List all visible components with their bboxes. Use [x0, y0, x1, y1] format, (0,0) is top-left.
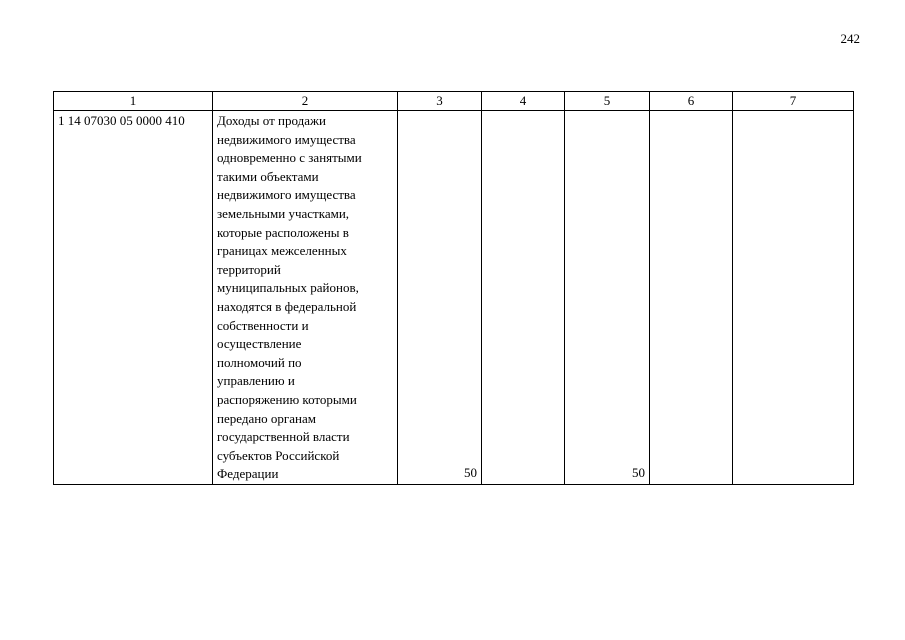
revenue-name-line: муниципальных районов,	[217, 280, 359, 296]
revenue-name-cell	[213, 111, 398, 485]
column-header-6: 6	[650, 92, 733, 111]
revenue-name-line: которые расположены в	[217, 224, 349, 240]
revenue-name-line: Доходы от продажи	[217, 113, 326, 128]
column-5-value: 50	[565, 111, 650, 485]
revenue-name-line: передано органам	[217, 410, 316, 426]
header-row	[54, 92, 854, 111]
column-6-value	[650, 111, 733, 485]
table-row	[54, 111, 854, 485]
page-number: 242	[840, 31, 860, 46]
column-4-value	[482, 111, 565, 485]
revenue-name-line: такими объектами	[217, 168, 319, 184]
revenue-name-line: территорий	[217, 261, 281, 277]
column-header-4: 4	[482, 92, 565, 111]
revenue-name-line: недвижимого имущества	[217, 187, 356, 203]
column-header-5: 5	[565, 92, 650, 111]
revenue-name-line: собственности и	[217, 317, 309, 333]
budget-table	[53, 91, 854, 485]
revenue-name-line: земельными участками,	[217, 205, 350, 221]
revenue-name-line: государственной власти	[217, 429, 350, 445]
revenue-name-line: распоряжению которыми	[217, 391, 357, 407]
column-header-7: 7	[733, 92, 854, 111]
budget-code-cell: 1 14 07030 05 0000 410	[54, 111, 213, 485]
revenue-name-line: Федерации	[217, 466, 279, 482]
revenue-name-line: полномочий по	[217, 354, 302, 370]
column-header-1: 1	[54, 92, 213, 111]
column-header-2: 2	[213, 92, 398, 111]
column-3-value: 50	[398, 111, 482, 485]
revenue-name-line: границах межселенных	[217, 243, 347, 259]
column-7-value	[733, 111, 854, 485]
revenue-name-line: субъектов Российской	[217, 447, 340, 463]
revenue-name-line: управлению и	[217, 373, 295, 389]
column-header-3: 3	[398, 92, 482, 111]
revenue-name-line: одновременно с занятыми	[217, 150, 362, 166]
revenue-name-line: находятся в федеральной	[217, 298, 357, 314]
revenue-name-line: недвижимого имущества	[217, 131, 356, 147]
revenue-name-line: осуществление	[217, 336, 302, 352]
